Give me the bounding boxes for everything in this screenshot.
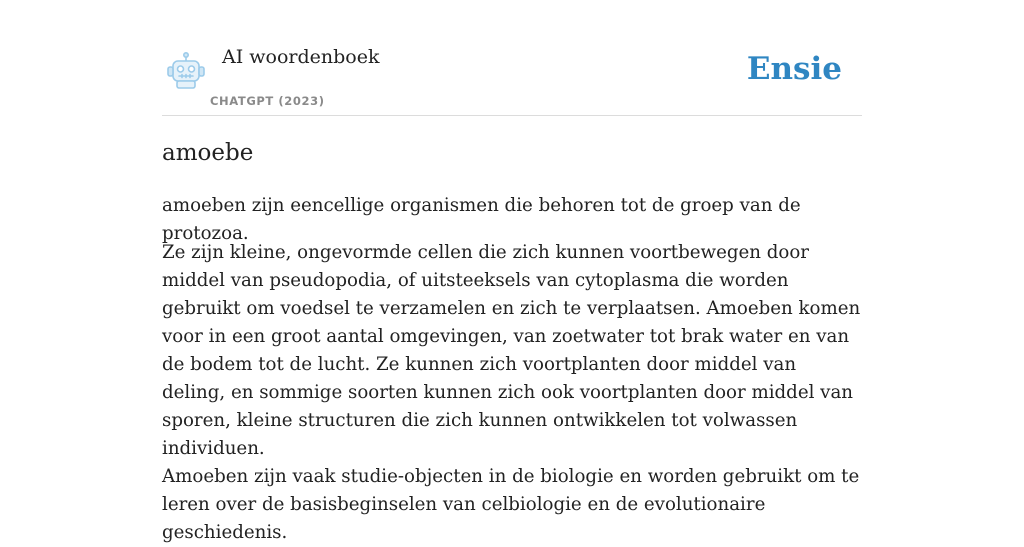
entry-paragraph: Amoeben zijn vaak studie-objecten in de biologie en worden gebruikt om te leren over de basisbeginselen van celbiologie en de evolutionaire geschiedenis. — [162, 466, 860, 543]
robot-icon — [166, 52, 206, 90]
brand-logo[interactable]: Ensie — [746, 51, 842, 87]
entry-paragraph: amoeben zijn eencellige organismen die behoren tot de groep van de protozoa. — [162, 195, 801, 244]
entry-term: amoebe — [162, 140, 254, 166]
source-subtitle: CHATGPT (2023) — [210, 94, 325, 108]
source-title[interactable]: AI woordenboek — [222, 46, 380, 68]
entry-header — [162, 0, 862, 116]
entry-paragraph: Ze zijn kleine, ongevormde cellen die zich kunnen voortbewegen door middel van pseudopodia, of uitsteeksels van cytoplasma die worden gebruikt om voedsel te verzamelen en zich te verplaatsen. Amoeben komen voor in een groot aantal omgevingen, van zoetwater tot brak water en van de bodem tot de lucht. Ze kunnen zich voortplanten door middel van deling, en sommige soorten kunnen zich ook voortplanten door middel van sporen, kleine structuren die zich kunnen ontwikkelen tot volwassen individuen. — [162, 242, 861, 459]
page-container — [162, 0, 862, 543]
